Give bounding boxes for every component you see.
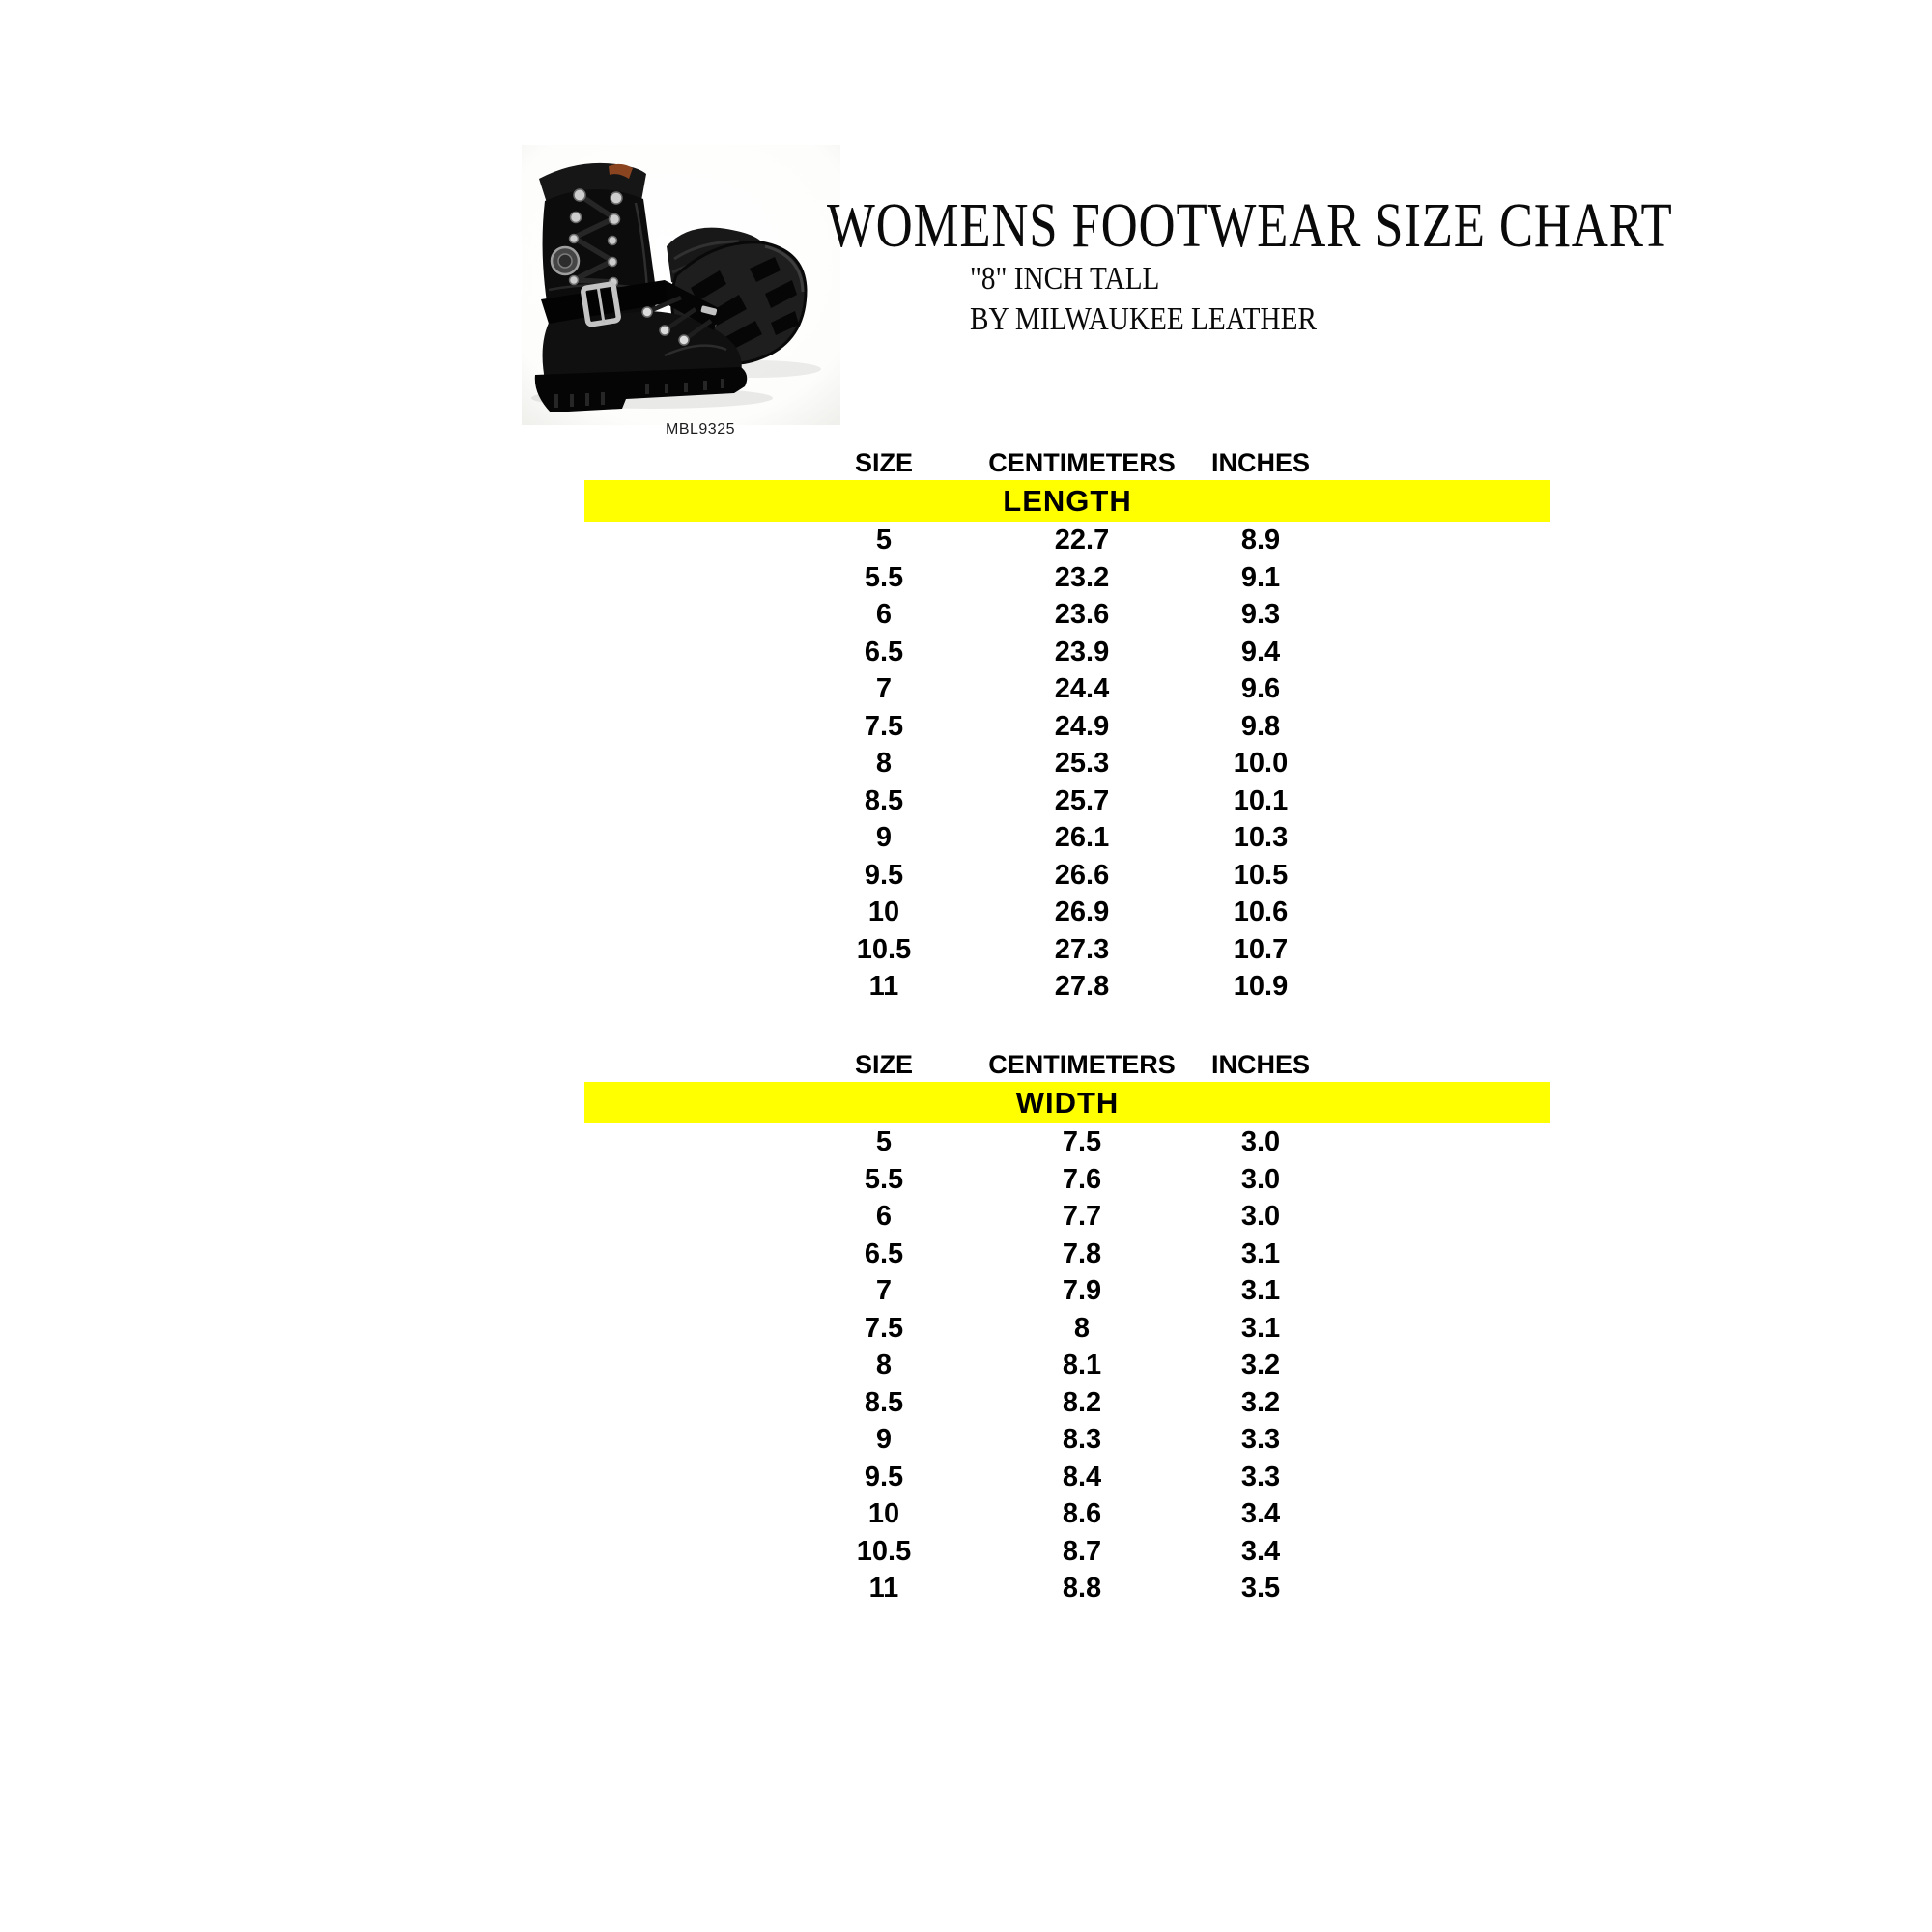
length-table-rows xyxy=(584,522,1550,1006)
size-cell: 11 xyxy=(868,971,899,1002)
column-header-inches: INCHES xyxy=(1210,1050,1310,1079)
inches-cell: 3.5 xyxy=(1240,1573,1281,1604)
table-row xyxy=(584,1459,1550,1496)
centimeters-cell: 23.9 xyxy=(1054,636,1110,668)
inches-cell: 3.4 xyxy=(1240,1535,1281,1567)
table-row xyxy=(584,894,1550,931)
centimeters-cell: 7.6 xyxy=(1062,1163,1102,1195)
size-cell: 10.5 xyxy=(856,933,912,965)
size-cell: 8.5 xyxy=(864,784,904,816)
page-title: WOMENS FOOTWEAR SIZE CHART xyxy=(827,190,1673,261)
width-table xyxy=(584,1049,1550,1607)
centimeters-cell: 27.3 xyxy=(1054,933,1110,965)
inches-cell: 10.6 xyxy=(1233,896,1289,927)
column-header-centimeters: CENTIMETERS xyxy=(988,1050,1176,1079)
width-band: WIDTH xyxy=(584,1082,1550,1123)
table-row xyxy=(584,857,1550,895)
size-cell: 6.5 xyxy=(864,636,904,668)
size-cell: 8.5 xyxy=(864,1386,904,1418)
inches-cell: 10.7 xyxy=(1233,933,1289,965)
size-cell: 9 xyxy=(875,1424,893,1455)
length-band: LENGTH xyxy=(584,480,1550,522)
inches-cell: 3.3 xyxy=(1240,1461,1281,1492)
size-cell: 11 xyxy=(868,1573,899,1604)
column-header-centimeters: CENTIMETERS xyxy=(988,448,1176,477)
inches-cell: 10.3 xyxy=(1233,822,1289,853)
table-row xyxy=(584,1123,1550,1161)
centimeters-cell: 26.1 xyxy=(1054,822,1110,853)
size-cell: 10 xyxy=(867,896,900,927)
product-code-label: MBL9325 xyxy=(666,421,735,438)
inches-cell: 3.0 xyxy=(1240,1126,1281,1157)
column-header-size: SIZE xyxy=(854,448,913,477)
table-row xyxy=(584,1384,1550,1422)
centimeters-cell: 23.6 xyxy=(1054,599,1110,630)
table-row xyxy=(584,596,1550,634)
width-table-rows xyxy=(584,1123,1550,1607)
inches-cell: 9.4 xyxy=(1240,636,1281,668)
centimeters-cell: 8 xyxy=(1073,1312,1091,1344)
centimeters-cell: 23.2 xyxy=(1054,561,1110,593)
subtitle-height: "8" INCH TALL xyxy=(970,261,1160,297)
table-row xyxy=(584,1236,1550,1273)
column-header-inches: INCHES xyxy=(1210,448,1310,477)
size-cell: 6 xyxy=(875,599,893,630)
centimeters-cell: 7.9 xyxy=(1062,1275,1102,1306)
size-cell: 7 xyxy=(875,1275,893,1306)
centimeters-cell: 8.3 xyxy=(1062,1424,1102,1455)
table-row xyxy=(584,1495,1550,1533)
table-row xyxy=(584,745,1550,782)
length-table xyxy=(584,447,1550,1006)
centimeters-cell: 22.7 xyxy=(1054,525,1110,555)
table-row xyxy=(584,1421,1550,1459)
table-row xyxy=(584,708,1550,746)
size-cell: 9.5 xyxy=(864,859,904,891)
centimeters-cell: 7.7 xyxy=(1062,1201,1102,1232)
boots-illustration xyxy=(522,145,840,425)
table-row xyxy=(584,670,1550,708)
inches-cell: 3.0 xyxy=(1240,1163,1281,1195)
table-row xyxy=(584,634,1550,671)
centimeters-cell: 26.6 xyxy=(1054,859,1110,891)
centimeters-cell: 8.7 xyxy=(1062,1535,1102,1567)
size-cell: 5 xyxy=(875,1126,893,1157)
table-row xyxy=(584,968,1550,1006)
table-row xyxy=(584,1161,1550,1199)
inches-cell: 3.1 xyxy=(1240,1275,1281,1306)
inches-cell: 10.9 xyxy=(1233,971,1289,1002)
size-cell: 9.5 xyxy=(864,1461,904,1492)
column-header-size: SIZE xyxy=(854,1050,913,1079)
size-cell: 10 xyxy=(867,1498,900,1529)
table-row xyxy=(584,522,1550,559)
inches-cell: 9.6 xyxy=(1240,673,1281,704)
size-cell: 7.5 xyxy=(864,710,904,742)
subtitle-brand: BY MILWAUKEE LEATHER xyxy=(970,301,1317,337)
table-row xyxy=(584,1198,1550,1236)
centimeters-cell: 24.9 xyxy=(1054,710,1110,742)
table-row xyxy=(584,1347,1550,1384)
size-cell: 5 xyxy=(875,525,893,555)
size-cell: 10.5 xyxy=(856,1535,912,1567)
size-cell: 5.5 xyxy=(864,1163,904,1195)
size-cell: 6.5 xyxy=(864,1237,904,1269)
inches-cell: 3.4 xyxy=(1240,1498,1281,1529)
width-table-header xyxy=(584,1049,1550,1080)
centimeters-cell: 27.8 xyxy=(1054,971,1110,1002)
table-row xyxy=(584,819,1550,857)
size-cell: 5.5 xyxy=(864,561,904,593)
centimeters-cell: 24.4 xyxy=(1054,673,1110,704)
table-row xyxy=(584,931,1550,969)
inches-cell: 10.5 xyxy=(1233,859,1289,891)
table-row xyxy=(584,1570,1550,1607)
centimeters-cell: 7.8 xyxy=(1062,1237,1102,1269)
centimeters-cell: 26.9 xyxy=(1054,896,1110,927)
centimeters-cell: 8.1 xyxy=(1062,1350,1102,1380)
centimeters-cell: 8.6 xyxy=(1062,1498,1102,1529)
inches-cell: 3.1 xyxy=(1240,1312,1281,1344)
table-row xyxy=(584,1533,1550,1571)
centimeters-cell: 8.8 xyxy=(1062,1573,1102,1604)
table-row xyxy=(584,1272,1550,1310)
length-table-header xyxy=(584,447,1550,478)
centimeters-cell: 8.4 xyxy=(1062,1461,1102,1492)
size-cell: 8 xyxy=(875,1350,893,1380)
inches-cell: 3.0 xyxy=(1240,1201,1281,1232)
boots-photo xyxy=(522,145,840,425)
centimeters-cell: 25.7 xyxy=(1054,784,1110,816)
size-cell: 7 xyxy=(875,673,893,704)
size-cell: 6 xyxy=(875,1201,893,1232)
table-row xyxy=(584,559,1550,597)
inches-cell: 9.3 xyxy=(1240,599,1281,630)
inches-cell: 3.2 xyxy=(1240,1386,1281,1418)
table-row xyxy=(584,782,1550,820)
inches-cell: 8.9 xyxy=(1240,525,1281,555)
size-cell: 7.5 xyxy=(864,1312,904,1344)
inches-cell: 3.1 xyxy=(1240,1237,1281,1269)
table-row xyxy=(584,1310,1550,1348)
inches-cell: 10.0 xyxy=(1233,748,1289,779)
inches-cell: 3.2 xyxy=(1240,1350,1281,1380)
centimeters-cell: 25.3 xyxy=(1054,748,1110,779)
centimeters-cell: 8.2 xyxy=(1062,1386,1102,1418)
inches-cell: 9.8 xyxy=(1240,710,1281,742)
centimeters-cell: 7.5 xyxy=(1062,1126,1102,1157)
size-cell: 9 xyxy=(875,822,893,853)
inches-cell: 3.3 xyxy=(1240,1424,1281,1455)
size-cell: 8 xyxy=(875,748,893,779)
inches-cell: 9.1 xyxy=(1240,561,1281,593)
inches-cell: 10.1 xyxy=(1233,784,1289,816)
